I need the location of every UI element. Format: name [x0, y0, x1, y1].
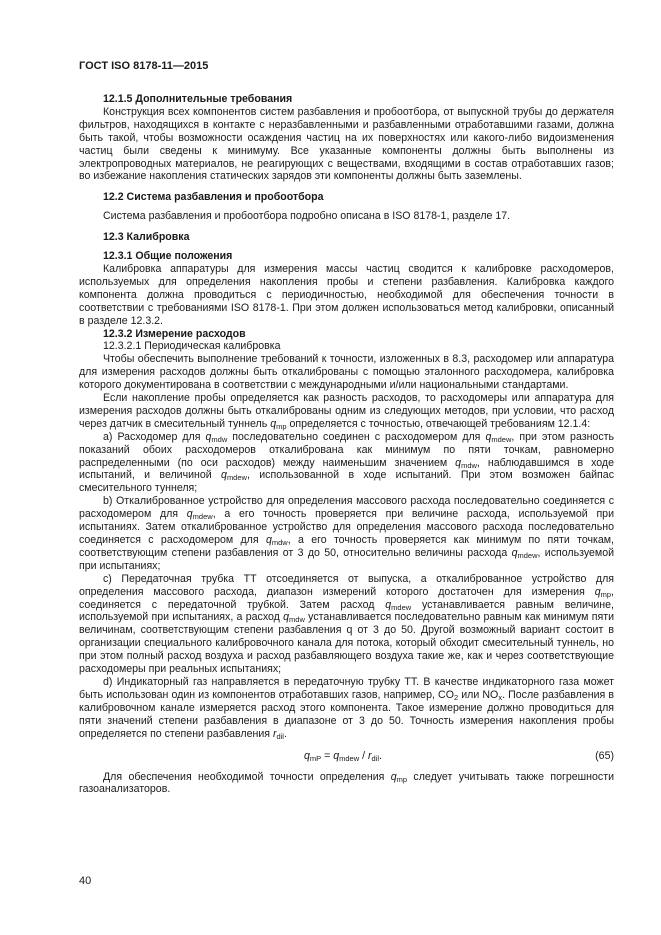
paragraph: Калибровка аппаратуры для измерения массы частиц сводится к калибровке расходомеров, используемых для определения накопления пробы и степени разбавления. Калибровка каждого компонента должна проводиться с периодичностью, необходимой для обеспечения точности в соответствии с требованиями ISO 8178-1. При этом должен использоваться метод калибровки, описанный в разделе 12.3.2. — [79, 262, 614, 327]
section-heading: 12.1.5 Дополнительные требования — [103, 93, 293, 105]
formula: $q_{mP} = q_{mdew} / r_{dil}$. — [304, 749, 382, 763]
paragraph: 12.3.2.1 Периодическая калибровка — [103, 340, 281, 353]
document-body — [79, 93, 614, 796]
paragraph: Для обеспечения необходимой точности определения $q_{mp}$ следует учитывать также погрешности газоанализаторов. — [79, 770, 614, 796]
section-heading: 12.3.1 Общие положения — [103, 250, 233, 263]
section-heading: 12.3.2 Измерение расходов — [103, 327, 246, 340]
section-heading: 12.2 Система разбавления и пробоотбора — [103, 191, 324, 204]
page-number: 40 — [79, 875, 92, 887]
paragraph: Если накопление пробы определяется как разность расходов, то расходомеры или аппаратура для измерения расходов должны быть откалиброваны одним из следующих методов, при условии, что расход через датчик в смесительный туннель $q_{mp}$ определяется с точностью, отвечающей требованиям 12.1.4: — [79, 392, 614, 431]
standard-header: ГОСТ ISO 8178-11—2015 — [79, 60, 209, 72]
paragraph: Конструкция всех компонентов систем разбавления и пробоотбора, от выпускной трубы до держателя фильтров, находящихся в контакте с неразбавленными и разбавленными отработавшими газами, должна быть такой, чтобы возможности осаждения частиц на их поверхностях или какого-либо видоизменения частиц были сведены к минимуму. Все указанные компоненты должны быть выполнены из электропроводных материалов, не реагирующих с веществами, входящими в состав отработавших газов; во избежание накопления статических зарядов эти компоненты должны быть заземлены. — [79, 105, 614, 183]
paragraph: Чтобы обеспечить выполнение требований к точности, изложенных в 8.3, расходомер или аппаратура для измерения расходов должны быть откалиброваны с помощью эталонного расходомера, калибровка которого документирована в соответствии с международными и/или национальными стандартами. — [79, 353, 614, 392]
paragraph: d) Индикаторный газ направляется в передаточную трубку ТТ. В качестве индикаторного газа может быть использован один из компонентов отработавших газов, например, $CO_2$ или $NO_x$. После разбавления в калибровочном канале измеряется расход этого компонента. Такое измерение должно проводиться для пяти значений степени разбавления в диапазоне от 3 до 50. Точность измерения накопления пробы определяется по степени разбавления $r_{dil}$. — [79, 675, 615, 741]
paragraph: a) Расходомер для $q_{mdw}$ последовательно соединен с расходомером для $q_{mdew}$, при этом разность показаний обоих расходомеров откалибрована как минимум по пяти точкам, равномерно распределенными (по оси расходов) между наименьшим значением $q_{mdw}$, наблюдавшимся в ходе испытаний, и величиной $q_{mdew}$, использованной в ходе испытаний. При этом возможен байпас смесительного туннеля; — [79, 430, 614, 495]
spacer — [79, 223, 614, 231]
formula-block — [79, 747, 614, 767]
paragraph: Система разбавления и пробоотбора подробно описана в ISO 8178-1, разделе 17. — [103, 210, 511, 223]
formula-number: (65) — [595, 749, 614, 762]
spacer — [79, 183, 614, 191]
section-heading: 12.3 Калибровка — [103, 231, 190, 244]
paragraph: c) Передаточная трубка ТТ отсоединяется от выпуска, а откалиброванное устройство для определения массового расхода, диапазон измерений которого достаточен для измерения $q_{mp}$, соединяется с передаточной трубкой. Затем расход $q_{mdew}$ устанавливается равным величине, используемой при испытаниях, а расход $q_{mdw}$ устанавливается последовательно равным как минимум пяти величинам, соответствующим степени разбавления q от 3 до 50. Другой возможный вариант состоит в организации специального калибровочного канала для потока, который обходит смесительный туннель, но при этом полный расход воздуха и расход разбавляющего воздуха такие же, как и через соответствующие расходомеры при реальных испытаниях; — [79, 572, 614, 676]
paragraph: b) Откалиброванное устройство для определения массового расхода последовательно соединяется с расходомером для $q_{mdew}$, а его точность проверяется при величине расхода, используемой при испытаниях. Затем откалиброванное устройство для определения массового расхода последовательно соединяется с расходомером для $q_{mdw}$, а его точность проверяется как минимум по пяти точкам, соответствующим степени разбавления от 3 до 50, относительно величины расхода $q_{mdew}$, используемой при испытаниях; — [79, 495, 614, 572]
